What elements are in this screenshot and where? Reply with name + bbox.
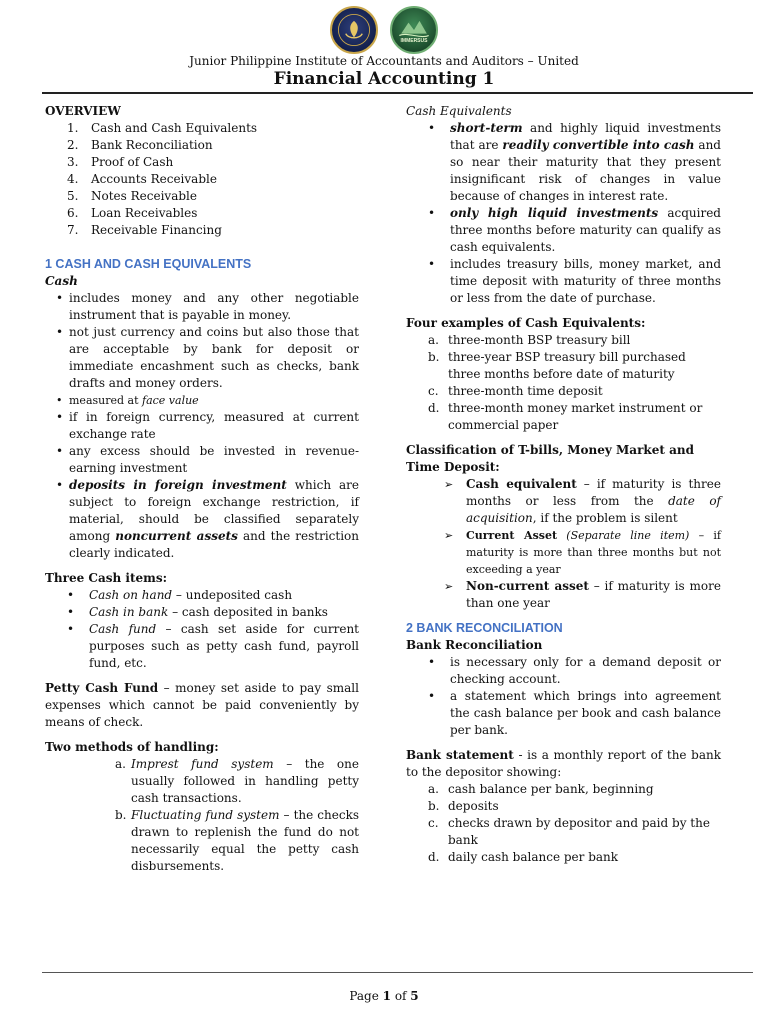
list-item: a. cash balance per bank, beginning [428,782,654,796]
cash-equivalents-label: Cash Equivalents [406,104,512,118]
list-item: ➢ Cash equivalent – if maturity is three months or less from the date of acquisition, if the problem is silent [406,476,721,527]
classification-list [406,476,721,612]
document-title: Financial Accounting 1 [273,69,495,89]
list-item: 6. Loan Receivables [67,206,198,220]
list-item: • is necessary only for a demand deposit or checking account. [406,654,721,688]
bank-reconciliation-subheading: Bank Reconciliation [406,638,543,652]
list-item: • includes treasury bills, money market, and time deposit with maturity of three months or less from the date of purchase. [406,256,721,307]
bank-statement-list [406,781,721,866]
three-cash-items-heading: Three Cash items: [45,571,168,585]
list-item: d. three-month money market instrument or commercial paper [428,401,703,432]
list-item: ➢ Current Asset (Separate line item) – if maturity is more than three months but not exceeding a year [406,527,721,578]
list-item: a. Imprest fund system – the one usually followed in handling petty cash transactions. [115,757,359,805]
header-divider [42,92,753,94]
bank-reconciliation-bullets [406,654,721,739]
list-item: c. checks drawn by depositor and paid by the bank [428,816,710,847]
list-item: b. three-year BSP treasury bill purchased three months before date of maturity [428,350,686,381]
four-examples-list [406,332,721,434]
list-item: • Cash fund – cash set aside for current purposes such as petty cash fund, payroll fund, etc. [45,621,359,672]
right-column [406,103,721,866]
left-column [45,103,359,875]
overview-list [45,120,359,239]
cash-equivalents-bullets [406,120,721,307]
list-item: • Cash in bank – cash deposited in banks [45,604,359,621]
footer-divider [42,972,753,973]
immersus-logo [390,6,438,54]
list-item: b. Fluctuating fund system – the checks drawn to replenish the fund do not necessarily equal the petty cash disbursements. [115,808,360,873]
list-item: • any excess should be invested in revenue-earning investment [45,443,359,477]
list-item: • measured at face value [45,392,359,409]
seal-emblem-icon [332,8,376,52]
list-item: a. three-month BSP treasury bill [428,333,631,347]
list-item: • includes money and any other negotiable instrument that is payable in money. [45,290,359,324]
list-item: ➢ Non-current asset – if maturity is more than one year [406,578,721,612]
list-item: 2. Bank Reconciliation [67,138,213,152]
cash-bullets [45,290,359,562]
petty-cash-definition: Petty Cash Fund – money set aside to pay small expenses which cannot be paid conveniently by means of check. [45,681,359,729]
page-number: Page 1 of 5 [349,989,419,1003]
section-heading-bank-reconciliation: 2 BANK RECONCILIATION [406,621,563,635]
list-item: • short-term and highly liquid investments that are readily convertible into cash and so near their maturity that they present insignificant risk of changes in value because of changes in interest rate. [406,120,721,205]
list-item: 7. Receivable Financing [67,223,222,237]
immersus-emblem-icon [392,8,436,52]
four-examples-heading: Four examples of Cash Equivalents: [406,316,646,330]
list-item: • if in foreign currency, measured at current exchange rate [45,409,359,443]
section-heading-cash: 1 CASH AND CASH EQUIVALENTS [45,257,252,271]
list-item: • Cash on hand – undeposited cash [45,587,359,604]
classification-heading: Classification of T-bills, Money Market and Time Deposit: [406,443,694,474]
list-item: d. daily cash balance per bank [428,850,619,864]
list-item: • only high liquid investments acquired three months before maturity can qualify as cash equivalents. [406,205,721,256]
list-item: 1. Cash and Cash Equivalents [67,121,258,135]
list-item: c. three-month time deposit [428,384,603,398]
list-item: 4. Accounts Receivable [67,172,217,186]
jpia-seal-logo [330,6,378,54]
logo-caption: IMMERSUS [400,38,428,44]
list-item: 5. Notes Receivable [67,189,197,203]
cash-label: Cash [45,274,78,288]
cash-items-list [45,587,359,672]
methods-heading: Two methods of handling: [45,740,219,754]
overview-heading: OVERVIEW [45,104,121,118]
list-item: 3. Proof of Cash [67,155,174,169]
institute-name: Junior Philippine Institute of Accountants and Auditors – United [189,54,579,68]
list-item: • a statement which brings into agreement the cash balance per book and cash balance per bank. [406,688,721,739]
bank-statement-definition: Bank statement - is a monthly report of the bank to the depositor showing: [406,748,721,779]
list-item: • not just currency and coins but also those that are acceptable by bank for deposit or immediate encashment such as checks, bank drafts and money orders. [45,324,359,392]
methods-list [45,756,359,875]
list-item: b. deposits [428,799,499,813]
list-item: • deposits in foreign investment which are subject to foreign exchange restriction, if material, should be classified separately among noncurrent assets and the restriction clearly indicated. [45,477,359,562]
